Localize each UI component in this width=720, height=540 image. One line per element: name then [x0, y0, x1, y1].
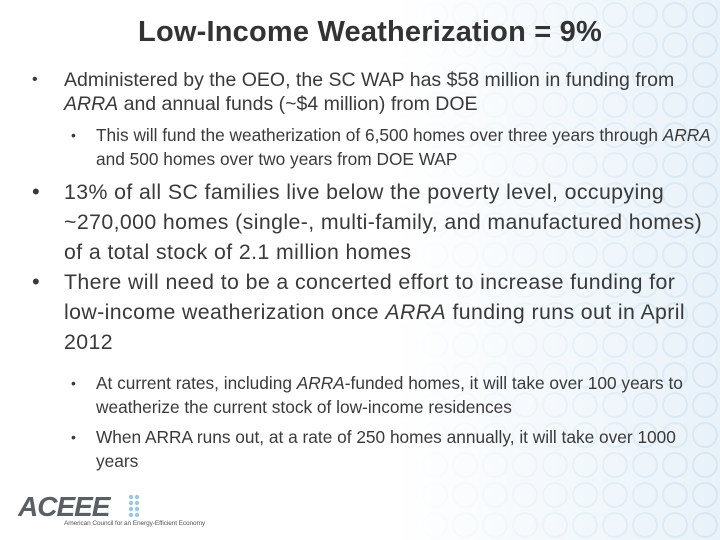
bullet-marker: •	[71, 429, 76, 445]
subbullet-1000-years: • When ARRA runs out, at a rate of 250 homes annually, it will take over 1000 years	[71, 427, 676, 471]
subbullet-homes-funded: • This will fund the weatherization of 6,500 homes over three years through ARRA and 500 homes over two years from DOE WAP	[71, 125, 711, 169]
logo-tagline: American Council for an Energy-Efficient Economy	[64, 520, 206, 527]
bullet-oeo-funding: • Administered by the OEO, the SC WAP has $58 million in funding from ARRA and annual funds (~$4 million) from DOE	[32, 69, 675, 115]
subbullet-100-years: • At current rates, including ARRA-funded homes, it will take over 100 years to weatherize the current stock of low-income residences	[71, 373, 683, 417]
bullet-marker: •	[71, 375, 76, 391]
bullet-concerted-effort: • There will need to be a concerted effort to increase funding for low-income weatherization once ARRA funding runs out in April 2012	[32, 269, 686, 354]
bullet-marker: •	[32, 71, 38, 88]
bullet-poverty-level: • 13% of all SC families live below the poverty level, occupying ~270,000 homes (single-, multi-family, and manufactured homes) of a total stock of 2.1 million homes	[32, 179, 703, 264]
slide-title: Low-Income Weatherization = 9%	[138, 16, 602, 48]
slide-body	[26, 68, 716, 479]
bullet-marker: •	[32, 179, 41, 204]
logo-wordmark: ACEEE	[18, 491, 110, 522]
bullet-marker: •	[71, 127, 76, 143]
bullet-marker: •	[32, 269, 41, 294]
logo-dots-icon	[129, 495, 139, 517]
